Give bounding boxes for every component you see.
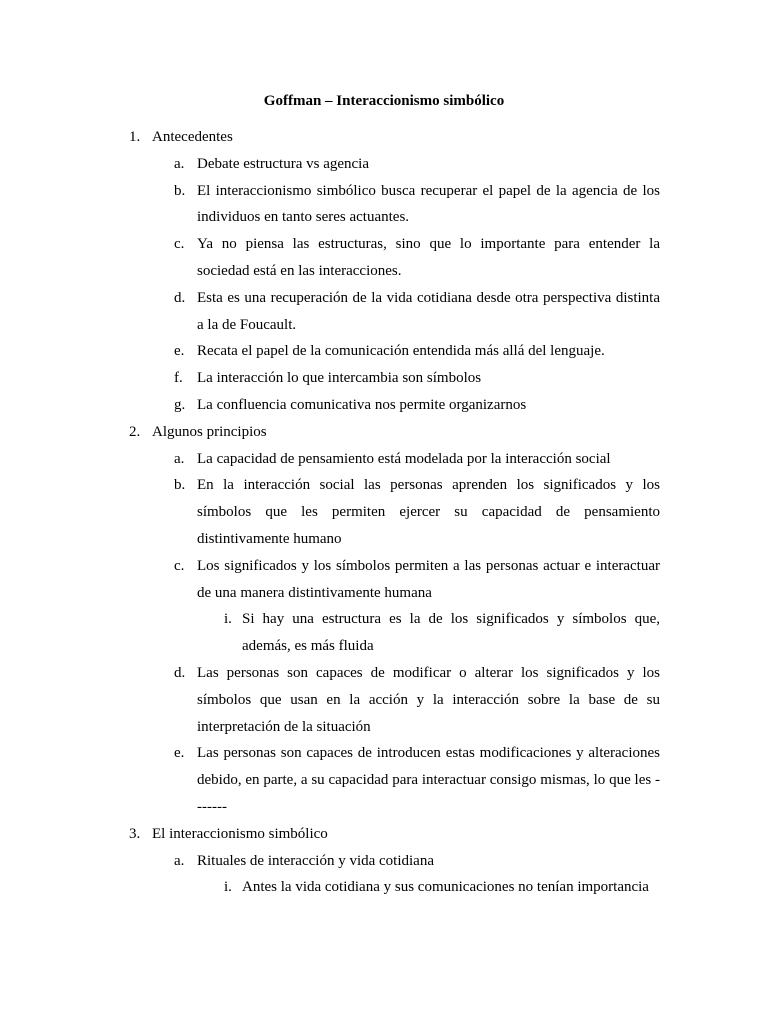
- list-marker: g.: [174, 396, 186, 413]
- sub-list-item: [0, 874, 768, 901]
- list-item: [0, 472, 768, 552]
- section-heading-text: El interaccionismo simbólico: [152, 825, 328, 842]
- list-item-text: El interaccionismo simbólico busca recuperar el papel de la agencia de los individuos en tanto seres actuantes.: [197, 182, 660, 226]
- list-item-text: La interacción lo que intercambia son símbolos: [197, 370, 482, 387]
- list-marker: a.: [174, 155, 185, 172]
- list-item: [0, 392, 768, 419]
- list-marker: b.: [174, 477, 186, 494]
- list-marker: c.: [174, 557, 185, 574]
- list-marker: a.: [174, 852, 185, 869]
- list-marker: 1.: [129, 129, 141, 145]
- section-heading: [0, 419, 768, 446]
- list-item-text: Rituales de interacción y vida cotidiana: [197, 852, 434, 869]
- sub-list-item-text: Si hay una estructura es la de los significados y símbolos que, además, es más fluida: [242, 611, 660, 655]
- list-marker: a.: [174, 450, 185, 467]
- list-item-text: La confluencia comunicativa nos permite organizarnos: [197, 396, 527, 413]
- section-heading-text: Algunos principios: [152, 423, 267, 440]
- list-marker: b.: [174, 182, 186, 199]
- list-marker: d.: [174, 289, 186, 306]
- section-heading: [0, 821, 768, 848]
- list-item: [0, 178, 768, 232]
- list-item: [0, 740, 768, 820]
- list-item-text: La capacidad de pensamiento está modelada por la interacción social: [197, 450, 611, 467]
- list-item-text: Las personas son capaces de introducen estas modificaciones y alteraciones debido, en parte, a su capacidad para interactuar consigo mismas, lo que les -------: [197, 745, 660, 815]
- list-item-text: Los significados y los símbolos permiten a las personas actuar e interactuar de una manera distintivamente humana: [197, 557, 660, 601]
- list-marker: e.: [174, 343, 185, 360]
- list-item: [0, 848, 768, 875]
- list-item: [0, 553, 768, 607]
- list-item: [0, 151, 768, 178]
- sub-list-item: [0, 606, 768, 660]
- list-marker: 2.: [129, 423, 141, 440]
- list-item: [0, 446, 768, 473]
- list-item-text: En la interacción social las personas aprenden los significados y los símbolos que les permiten ejercer su capacidad de pensamiento distintivamente humano: [197, 477, 660, 547]
- list-item-text: Debate estructura vs agencia: [197, 155, 369, 172]
- list-marker: c.: [174, 236, 185, 253]
- document-outline: [0, 124, 768, 901]
- list-marker: f.: [174, 370, 183, 387]
- section-heading-text: Antecedentes: [152, 129, 233, 145]
- list-item-text: Esta es una recuperación de la vida cotidiana desde otra perspectiva distinta a la de Foucault.: [197, 289, 660, 333]
- list-marker: i.: [224, 879, 232, 896]
- list-item: [0, 365, 768, 392]
- list-item-text: Ya no piensa las estructuras, sino que lo importante para entender la sociedad está en las interacciones.: [197, 236, 660, 279]
- list-item-text: Recata el papel de la comunicación entendida más allá del lenguaje.: [197, 343, 605, 360]
- list-item: [0, 660, 768, 740]
- list-item: [0, 285, 768, 339]
- list-item-text: Las personas son capaces de modificar o alterar los significados y los símbolos que usan en la acción y la interacción sobre la base de su interpretación de la situación: [197, 664, 660, 735]
- list-marker: d.: [174, 664, 186, 681]
- list-marker: e.: [174, 745, 185, 762]
- list-item: [0, 338, 768, 365]
- document-title: Goffman – Interaccionismo simbólico: [263, 93, 505, 109]
- sub-list-item-text: Antes la vida cotidiana y sus comunicaciones no tenían importancia: [242, 879, 649, 896]
- list-item: [0, 231, 768, 285]
- list-marker: 3.: [129, 825, 141, 842]
- list-marker: i.: [224, 611, 232, 628]
- section-heading: [0, 124, 768, 151]
